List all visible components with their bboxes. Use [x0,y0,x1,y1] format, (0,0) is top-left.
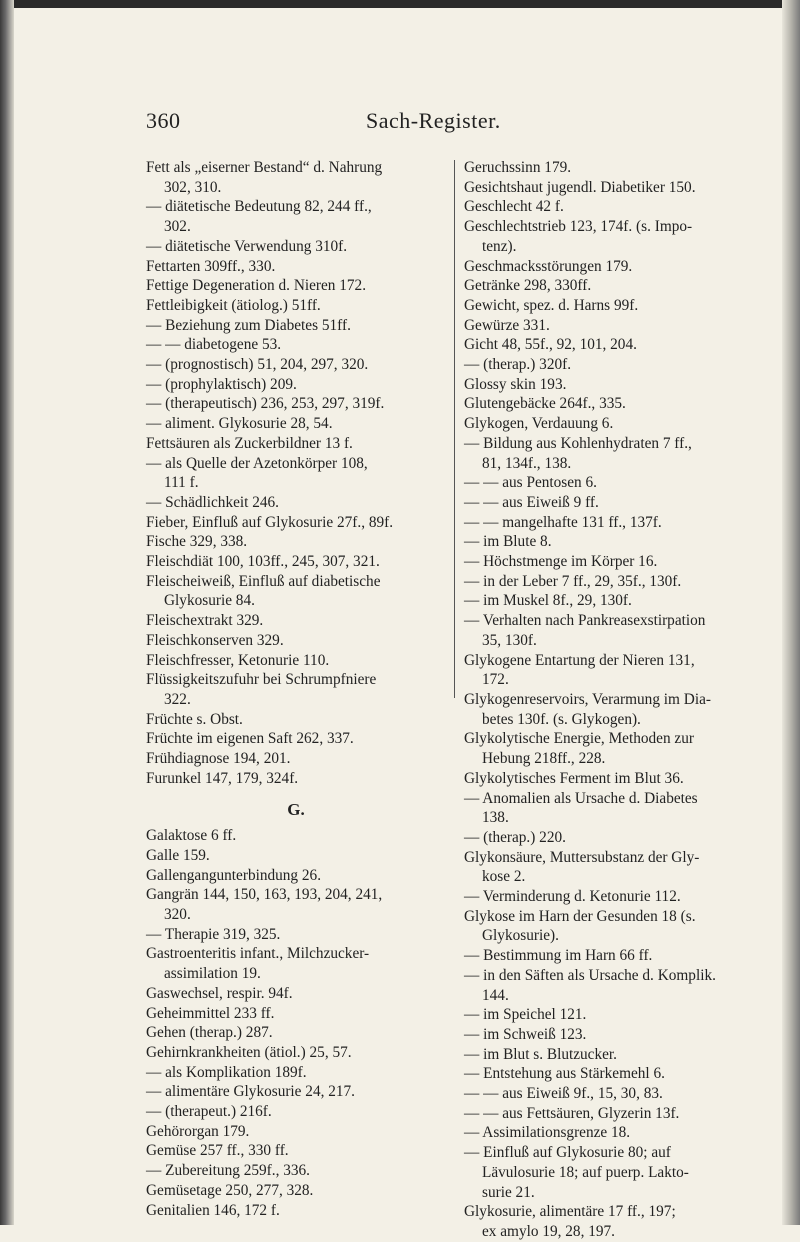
index-entry: — Entstehung aus Stärkemehl 6. [464,1065,665,1083]
index-entry: Fleischkonserven 329. [146,631,284,649]
index-entry: — (prophylaktisch) 209. [146,375,297,393]
index-entry: — im Speichel 121. [464,1006,587,1024]
index-entry: — alimentäre Glykosurie 24, 217. [146,1083,356,1101]
index-entry: Gemüse 257 ff., 330 ff. [146,1142,289,1160]
left-entries-g [146,826,446,1220]
index-entry: Fettige Degeneration d. Nieren 172. [146,277,367,295]
column-divider [454,160,455,698]
index-entry: — Zubereitung 259f., 336. [146,1162,310,1180]
page-number: 360 [146,108,181,133]
left-column [146,158,446,1220]
index-entry: Glykogenreservoirs, Verarmung im Dia- [464,690,711,708]
index-entry: Genitalien 146, 172 f. [146,1201,280,1219]
index-entry: Geheimmittel 233 ff. [146,1004,275,1022]
index-entry: 172. [482,671,509,689]
index-entry: surie 21. [482,1183,535,1201]
index-entry: Früchte im eigenen Saft 262, 337. [146,730,354,748]
index-entry: — als Komplikation 189f. [146,1063,307,1081]
right-column [464,158,764,1242]
index-entry: — (therapeut.) 216f. [146,1103,272,1121]
index-entry: Geschlechtstrieb 123, 174f. (s. Impo- [464,218,693,236]
index-entry: Glykosurie). [482,927,559,945]
index-entry: — im Blute 8. [464,533,552,551]
index-entry: Gallengangunterbindung 26. [146,866,322,884]
page-title: Sach-Register. [366,108,501,133]
index-entry: — Bildung aus Kohlenhydraten 7 ff., [464,434,692,452]
index-entry: Glykose im Harn der Gesunden 18 (s. [464,907,696,925]
index-entry: Fettsäuren als Zuckerbildner 13 f. [146,434,353,452]
right-entries [464,158,764,1242]
index-entry: Fleischeiweiß, Einfluß auf diabetische [146,572,381,590]
index-entry: — Einfluß auf Glykosurie 80; auf [464,1144,671,1162]
index-entry: — (prognostisch) 51, 204, 297, 320. [146,356,369,374]
index-entry: Glykogen, Verdauung 6. [464,415,614,433]
index-entry: Gehen (therap.) 287. [146,1024,273,1042]
index-entry: Fieber, Einfluß auf Glykosurie 27f., 89f. [146,513,394,531]
index-entry: betes 130f. (s. Glykogen). [482,710,641,728]
page-header [0,108,800,138]
index-entry: Furunkel 147, 179, 324f. [146,769,299,787]
index-entry: — Therapie 319, 325. [146,925,281,943]
page-right-edge [782,0,800,1225]
index-entry: Gicht 48, 55f., 92, 101, 204. [464,336,637,354]
index-entry: 302, 310. [164,178,222,196]
index-entry: Glykosurie 84. [164,592,255,610]
index-entry: — (therapeutisch) 236, 253, 297, 319f. [146,395,385,413]
index-entry: Gesichtshaut jugendl. Diabetiker 150. [464,178,696,196]
index-entry: — in der Leber 7 ff., 29, 35f., 130f. [464,572,682,590]
index-entry: Fische 329, 338. [146,533,248,551]
index-entry: Glykosurie, alimentäre 17 ff., 197; [464,1203,676,1221]
index-entry: Glutengebäcke 264f., 335. [464,395,626,413]
index-entry: 138. [482,809,509,827]
index-entry: — Verminderung d. Ketonurie 112. [464,888,681,906]
index-entry: — Anomalien als Ursache d. Diabetes [464,789,698,807]
index-entry: — — aus Pentosen 6. [464,474,597,492]
index-entry: Fleischdiät 100, 103ff., 245, 307, 321. [146,553,380,571]
index-entry: 320. [164,906,191,924]
index-entry: Gehörorgan 179. [146,1122,250,1140]
left-entries-f [146,158,446,789]
index-entry: — (therap.) 220. [464,828,566,846]
index-entry: — (therap.) 320f. [464,356,572,374]
index-entry: Glykolytische Energie, Methoden zur [464,730,694,748]
index-entry: Gangrän 144, 150, 163, 193, 204, 241, [146,886,383,904]
index-entry: 302. [164,218,191,236]
index-entry: Glykolytisches Ferment im Blut 36. [464,769,684,787]
index-entry: — — aus Eiweiß 9f., 15, 30, 83. [464,1085,663,1103]
index-entry: — — aus Fettsäuren, Glyzerin 13f. [464,1104,680,1122]
index-entry: — Schädlichkeit 246. [146,493,279,511]
index-entry: Geschmacksstörungen 179. [464,257,633,275]
index-entry: Glossy skin 193. [464,375,567,393]
index-entry: Glykogene Entartung der Nieren 131, [464,651,695,669]
index-entry: Geschlecht 42 f. [464,198,564,216]
index-entry: — aliment. Glykosurie 28, 54. [146,415,333,433]
index-entry: — Verhalten nach Pankreasexstirpation [464,612,706,630]
index-entry: Fleischextrakt 329. [146,612,264,630]
index-entry: Galaktose 6 ff. [146,827,237,845]
section-letter-g: G. [287,799,305,819]
index-entry: — — aus Eiweiß 9 ff. [464,493,599,511]
index-entry: Früchte s. Obst. [146,710,243,728]
index-entry: Gehirnkrankheiten (ätiol.) 25, 57. [146,1043,352,1061]
index-entry: — — mangelhafte 131 ff., 137f. [464,513,662,531]
index-entry: Gemüsetage 250, 277, 328. [146,1181,314,1199]
index-entry: 81, 134f., 138. [482,454,572,472]
index-entry: — Assimilationsgrenze 18. [464,1124,631,1142]
index-entry: — — diabetogene 53. [146,336,282,354]
index-entry: kose 2. [482,868,526,886]
index-entry: — Bestimmung im Harn 66 ff. [464,947,653,965]
index-entry: 35, 130f. [482,631,537,649]
index-entry: Gewürze 331. [464,316,550,334]
index-entry: Hebung 218ff., 228. [482,750,606,768]
index-entry: Fett als „eiserner Bestand“ d. Nahrung [146,159,383,176]
page-top-edge [0,0,800,8]
index-entry: Getränke 298, 330ff. [464,277,592,295]
index-entry: — in den Säften als Ursache d. Komplik. [464,966,716,984]
index-entry: 111 f. [164,474,199,492]
index-entry: Flüssigkeitszufuhr bei Schrumpfniere [146,671,377,689]
index-entry: — Beziehung zum Diabetes 51ff. [146,316,351,334]
index-entry: 144. [482,986,509,1004]
index-entry: — diätetische Bedeutung 82, 244 ff., [146,198,372,216]
index-entry: — Höchstmenge im Körper 16. [464,553,658,571]
index-entry: Gastroenteritis infant., Milchzucker- [146,945,370,963]
index-entry: Geruchssinn 179. [464,159,572,176]
index-entry: 322. [164,690,191,708]
index-entry: tenz). [482,237,517,255]
index-entry: — im Muskel 8f., 29, 130f. [464,592,632,610]
index-entry: — im Schweiß 123. [464,1025,587,1043]
index-entry: — als Quelle der Azetonkörper 108, [146,454,368,472]
index-entry: ex amylo 19, 28, 197. [482,1222,615,1240]
index-entry: Frühdiagnose 194, 201. [146,750,291,768]
page-left-edge [0,0,14,1225]
index-entry: — im Blut s. Blutzucker. [464,1045,617,1063]
index-entry: — diätetische Verwendung 310f. [146,237,348,255]
index-entry: Fleischfresser, Ketonurie 110. [146,651,330,669]
index-entry: Gaswechsel, respir. 94f. [146,984,293,1002]
index-entry: Gewicht, spez. d. Harns 99f. [464,296,639,314]
index-entry: Fettleibigkeit (ätiolog.) 51ff. [146,296,321,314]
index-entry: Fettarten 309ff., 330. [146,257,276,275]
index-entry: assimilation 19. [164,965,261,983]
index-entry: Galle 159. [146,846,210,864]
index-entry: Glykonsäure, Muttersubstanz der Gly- [464,848,700,866]
index-entry: Lävulosurie 18; auf puerp. Lakto- [482,1163,689,1181]
